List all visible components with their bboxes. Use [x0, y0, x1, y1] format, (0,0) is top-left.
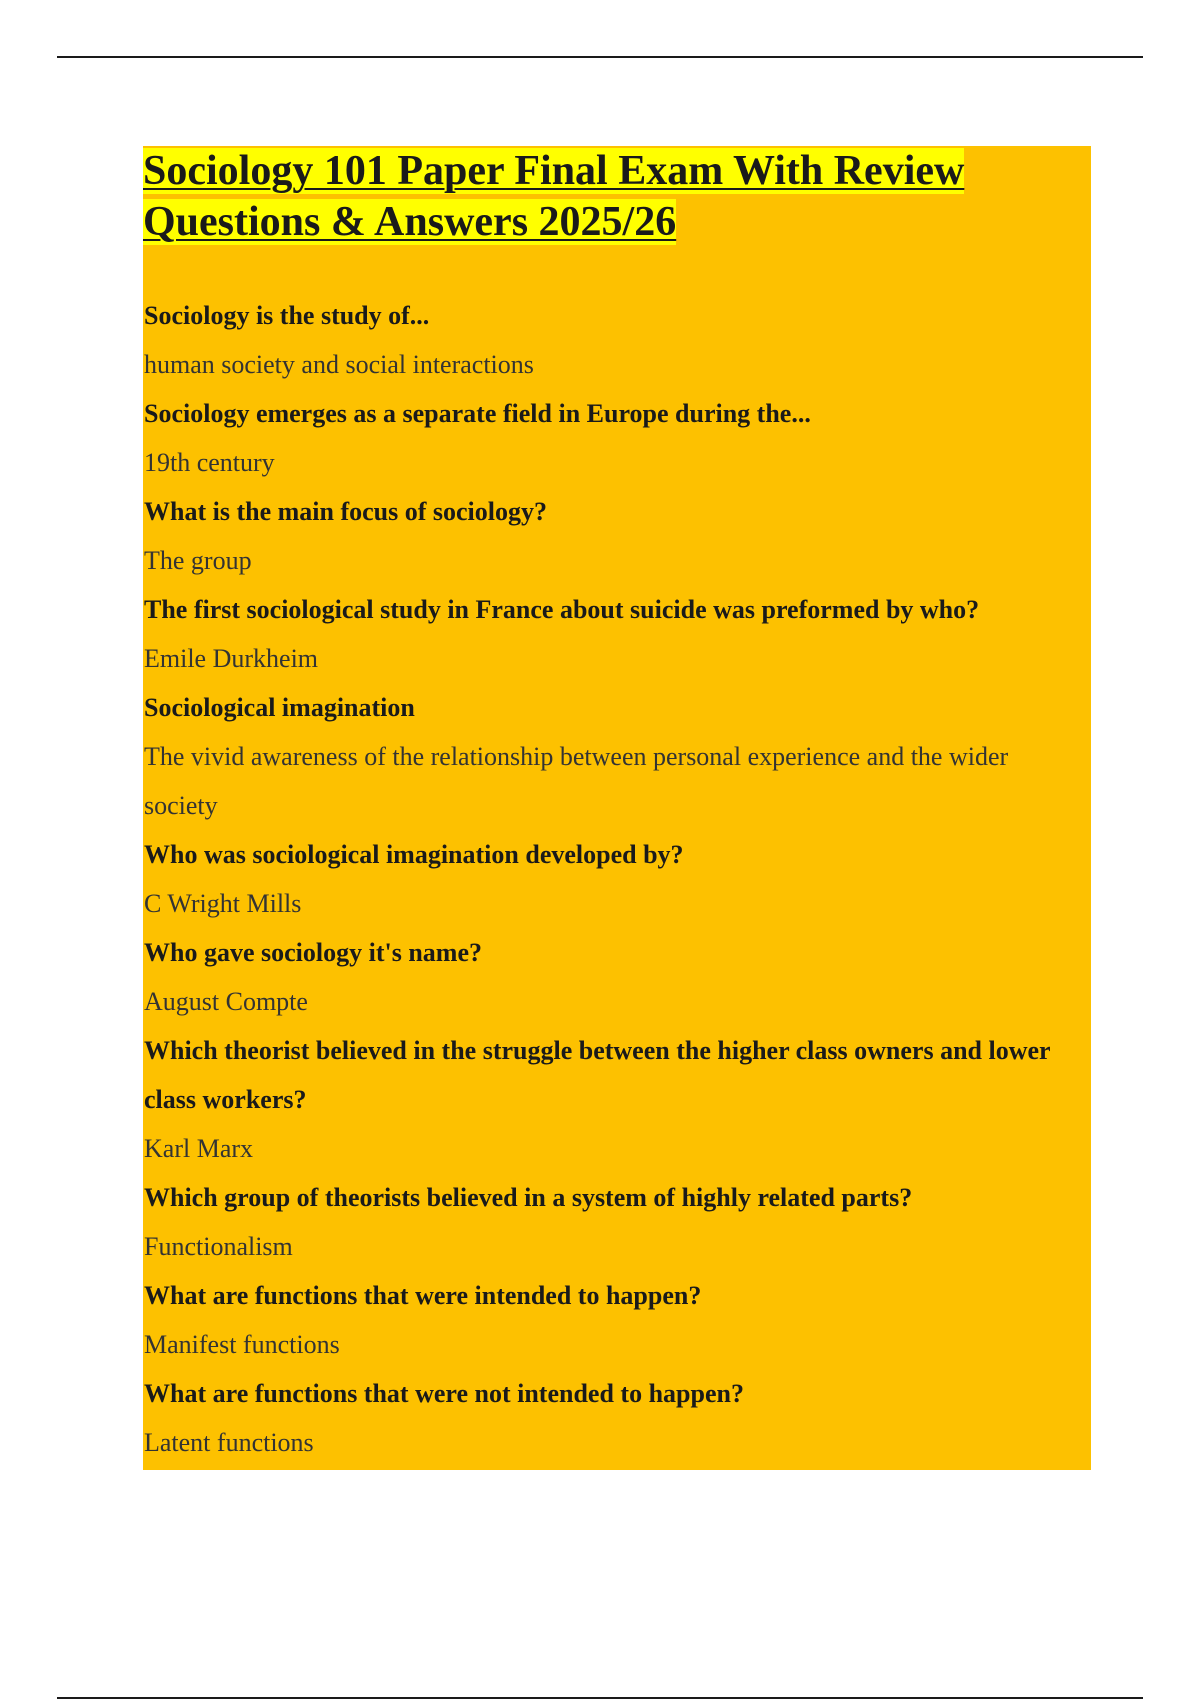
question: Sociological imagination: [144, 693, 415, 722]
question: Who gave sociology it's name?: [144, 938, 482, 967]
answer: 19th century: [144, 448, 275, 477]
question: Sociology emerges as a separate field in Europe during the...: [144, 399, 811, 428]
qa-item: [144, 585, 1084, 683]
document-title-text: Sociology 101 Paper Final Exam With Review Questions & Answers 2025/26: [143, 148, 965, 245]
answer: Functionalism: [144, 1232, 293, 1261]
answer: Latent functions: [144, 1428, 314, 1457]
qa-item: [144, 830, 1084, 928]
answer: The vivid awareness of the relationship between personal experience and the wider society: [144, 742, 1009, 820]
answer: Emile Durkheim: [144, 644, 319, 673]
qa-list: [144, 291, 1084, 1467]
question: Sociology is the study of...: [144, 301, 430, 330]
question: Which group of theorists believed in a system of highly related parts?: [144, 1183, 913, 1212]
answer: August Compte: [144, 987, 308, 1016]
answer: The group: [144, 546, 252, 575]
qa-item: [144, 291, 1084, 389]
qa-item: [144, 389, 1084, 487]
answer: Manifest functions: [144, 1330, 340, 1359]
question: The first sociological study in France about suicide was preformed by who?: [144, 595, 980, 624]
qa-item: [144, 1271, 1084, 1369]
document-panel: [143, 146, 1091, 1470]
question: Which theorist believed in the struggle between the higher class owners and lower class workers?: [144, 1036, 1051, 1114]
question: What are functions that were not intended to happen?: [144, 1379, 744, 1408]
qa-item: [144, 683, 1084, 830]
qa-item: [144, 1026, 1084, 1173]
bottom-rule: [57, 1697, 1143, 1699]
question: What are functions that were intended to happen?: [144, 1281, 702, 1310]
qa-item: [144, 1369, 1084, 1467]
answer: C Wright Mills: [144, 889, 302, 918]
qa-item: [144, 1173, 1084, 1271]
qa-item: [144, 487, 1084, 585]
top-rule: [57, 56, 1143, 58]
question: Who was sociological imagination developed by?: [144, 840, 684, 869]
question: What is the main focus of sociology?: [144, 497, 547, 526]
answer: Karl Marx: [144, 1134, 254, 1163]
answer: human society and social interactions: [144, 350, 534, 379]
qa-item: [144, 928, 1084, 1026]
document-title: [143, 146, 1091, 248]
